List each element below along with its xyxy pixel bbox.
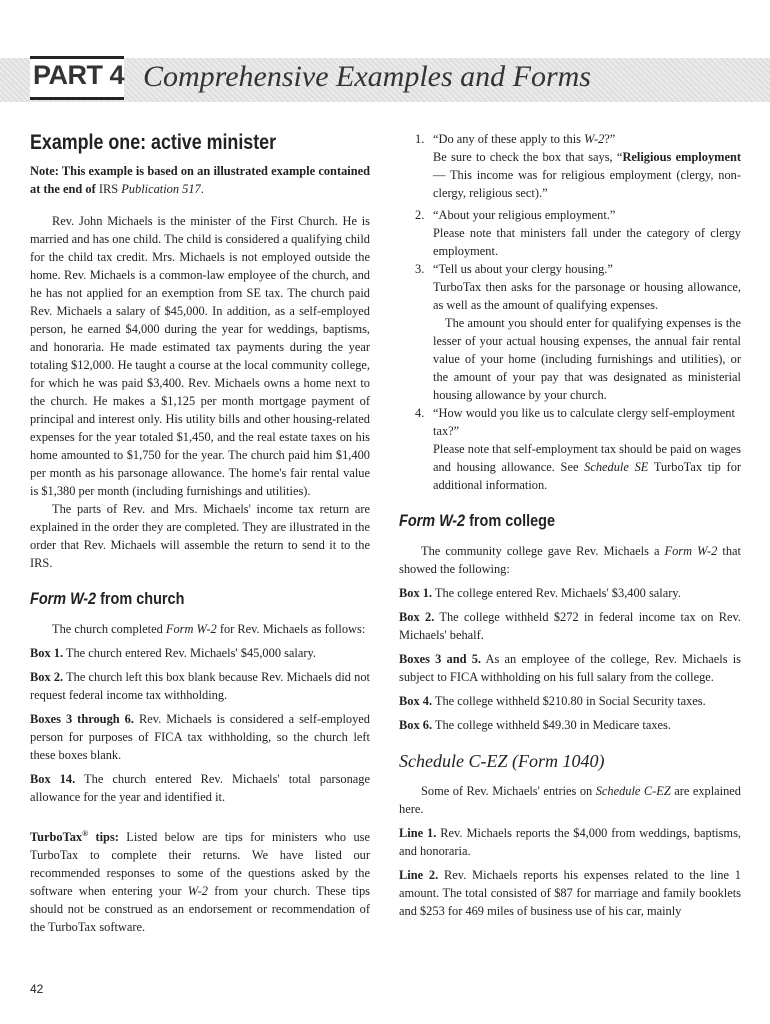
college-box2: Box 2. The college withheld $272 in federal income tax on Rev. Michaels' behalf. bbox=[399, 610, 741, 642]
college-box1: Box 1. The college entered Rev. Michaels' $3,400 salary. bbox=[399, 586, 681, 600]
turbotax-tips: TurboTax® tips: Listed below are tips for ministers who use TurboTax to complete their returns. We have listed our recommended responses to some of the questions asked by the software when entering your W-2 from your church. These tips should not be construed as an endorsement or recommendation of the TurboTax software. bbox=[30, 828, 371, 934]
w2-college-heading: Form W-2 from college bbox=[399, 511, 556, 530]
part-label: PART 4 bbox=[33, 60, 125, 90]
list-item: 3. “Tell us about your clergy housing.” TurboTax then asks for the parsonage or housing allowance, as well as the amount of qualifying expenses. The amount you should enter for qualifying expenses is the lesser of your actual housing expenses, the annual fair rental value of your home (including furnishings and utilities), or the amount of your pay that was designated as ministerial housing allowance by your church. bbox=[415, 262, 741, 402]
cez-line1: Line 1. Rev. Michaels reports the $4,000 from weddings, baptisms, and honoraria. bbox=[399, 826, 741, 858]
church-box2: Box 2. The church left this box blank because Rev. Michaels did not request federal income tax withholding. bbox=[30, 670, 370, 702]
college-box3-5: Boxes 3 and 5. As an employee of the college, Rev. Michaels is subject to FICA withholding on his full salary from the college. bbox=[399, 652, 741, 684]
left-column bbox=[30, 130, 370, 936]
cez-intro: Some of Rev. Michaels' entries on Schedule C-EZ are explained here. bbox=[399, 784, 741, 816]
college-box6: Box 6. The college withheld $49.30 in Medicare taxes. bbox=[399, 718, 671, 732]
cez-line2: Line 2. Rev. Michaels reports his expenses related to the line 1 amount. The total consisted of $87 for marriage and family booklets and $253 for 469 miles of business use of his car, mainly bbox=[399, 868, 741, 918]
intro-paragraph: Rev. John Michaels is the minister of the First Church. He is married and has one child. The child is considered a qualifying child for the child tax credit. Mrs. Michaels is not employed outside the home. Rev. Michaels is a common-law employee of the church, and he has not applied for an exemption from SE tax. The church paid Rev. Michaels a salary of $45,000. In addition, as a self-employed person, he earned $4,000 during the year for weddings, baptisms, and honoraria. He made estimated tax payments during the year totaling $12,000. He taught a course at the local community college, for which he was paid $3,400. Rev. Michaels owns a home next to the church. He makes a $1,125 per month mortgage payment of principal and interest only. His utility bills and other housing-related expenses for the year totaled $1,450, and the real estate taxes on his home amounted to $1,750 for the year. The church paid him $1,400 per month as his parsonage allowance. The home's fair rental value is $1,380 per month (including furnishings and utilities). bbox=[30, 214, 370, 498]
order-paragraph: The parts of Rev. and Mrs. Michaels' income tax return are explained in the order they are completed. They are illustrated in the order that Rev. Michaels will assemble the return to send it to the IRS. bbox=[30, 502, 370, 570]
w2-church-heading: Form W-2 from church bbox=[30, 589, 185, 608]
list-item: 4. “How would you like us to calculate clergy self-employment tax?” Please note that self-employment tax should be paid on wages and housing allowance. See Schedule SE TurboTax tip for additional information. bbox=[415, 406, 742, 492]
w2-church-intro: The church completed Form W-2 for Rev. Michaels as follows: bbox=[52, 622, 366, 636]
section-heading: Example one: active minister bbox=[30, 131, 277, 154]
tips-list bbox=[399, 130, 741, 494]
right-column bbox=[399, 130, 741, 920]
church-box14: Box 14. The church entered Rev. Michaels' total parsonage allowance for the year and identified it. bbox=[30, 772, 371, 804]
note-paragraph: Note: This example is based on an illustrated example contained at the end of IRS Publication 517. bbox=[30, 164, 370, 196]
list-item: 2. “About your religious employment.” Please note that ministers fall under the category of clergy employment. bbox=[415, 208, 741, 258]
schedule-cez-heading: Schedule C-EZ (Form 1040) bbox=[399, 751, 605, 771]
page-number: 42 bbox=[30, 982, 44, 996]
church-box1: Box 1. The church entered Rev. Michaels' $45,000 salary. bbox=[30, 646, 316, 660]
part-title: Comprehensive Examples and Forms bbox=[143, 60, 591, 93]
list-item: 1. “Do any of these apply to this W-2?” Be sure to check the box that says, “Religious employment — This income was for religious employment (clergy, non-clergy, religious sect).” bbox=[415, 132, 741, 200]
church-box3-6: Boxes 3 through 6. Rev. Michaels is considered a self-employed person for purposes of FICA tax withholding, so the church left these boxes blank. bbox=[30, 712, 370, 762]
college-box4: Box 4. The college withheld $210.80 in Social Security taxes. bbox=[399, 694, 706, 708]
w2-college-intro: The community college gave Rev. Michaels a Form W-2 that showed the following: bbox=[399, 544, 741, 576]
